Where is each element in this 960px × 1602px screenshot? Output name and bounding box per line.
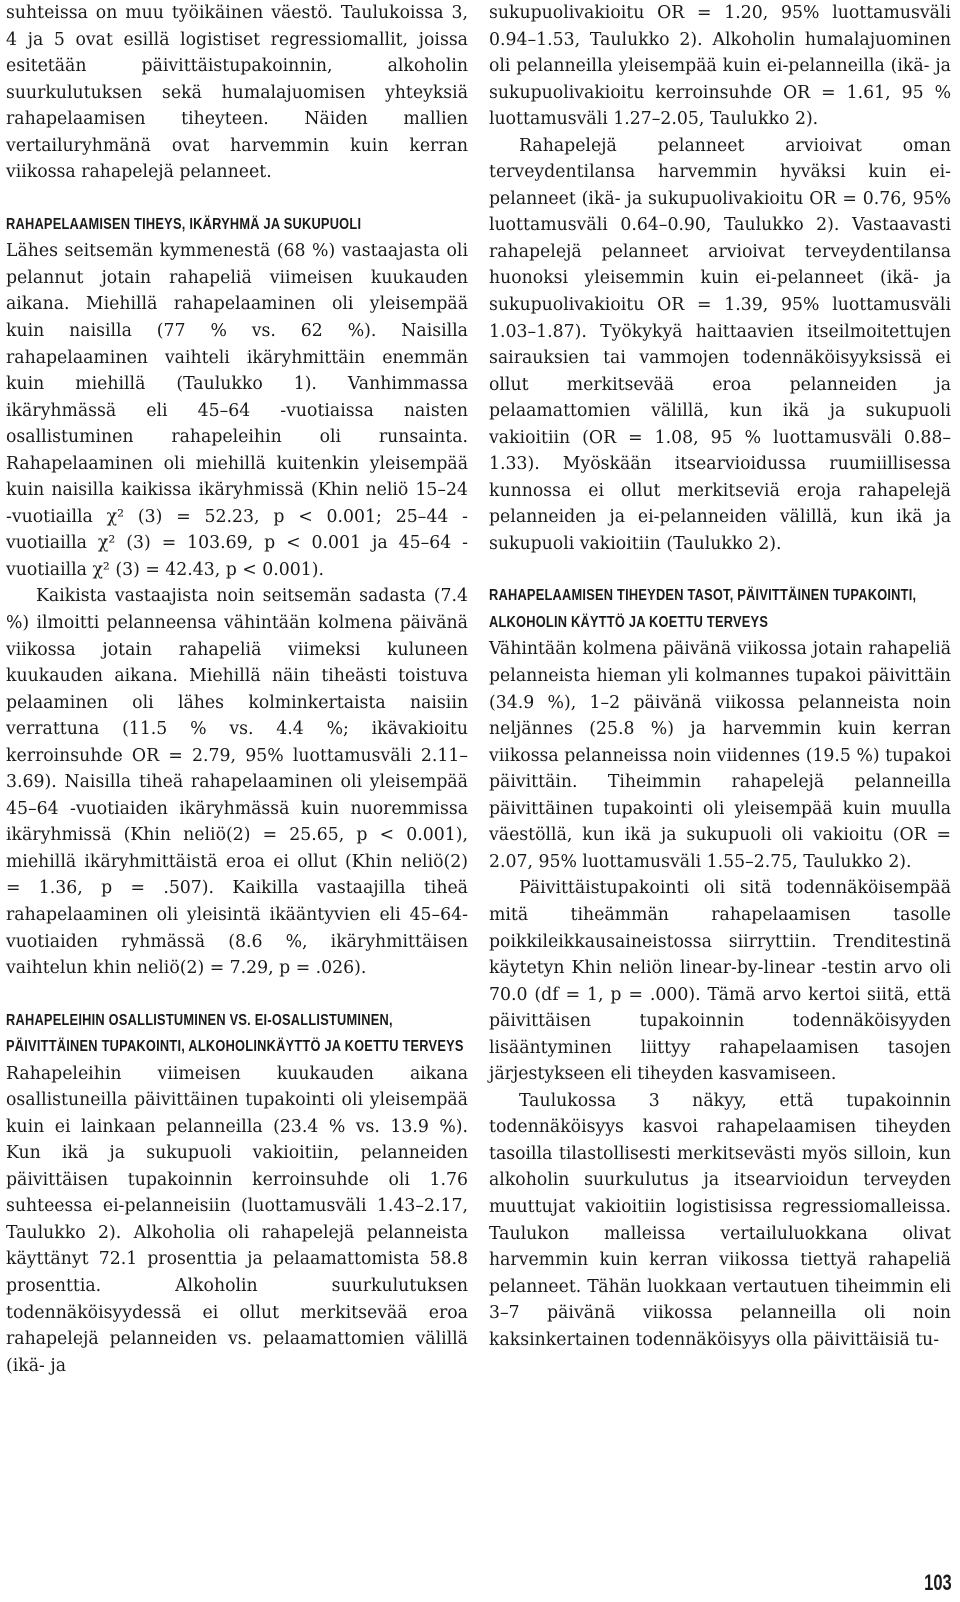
body-paragraph: Lähes seitsemän kymmenestä (68 %) vastaajasta oli pelannut jotain rahapeliä viimeisen kuukauden aikana. Miehillä rahapelaaminen oli yleisempää kuin naisilla (77 % vs. 62 %). Naisilla rahapelaaminen vaihteli ikäryhmittäin enemmän kuin miehillä (Taulukko 1). Vanhimmassa ikäryhmässä eli 45–64 -vuotiaissa naisten osallistuminen rahapeleihin oli runsainta. Rahapelaaminen oli miehillä kuitenkin yleisempää kuin naisilla kaikissa ikäryhmissä (Khin neliö 15–24 -vuotiailla χ² (3) = 52.23, p < 0.001; 25–44 -vuotiailla χ² (3) = 103.69, p < 0.001 ja 45–64 -vuotiailla χ² (3) = 42.43, p < 0.001).: [6, 241, 468, 580]
section-heading: RAHAPELAAMISEN TIHEYDEN TASOT, PÄIVITTÄINEN TUPAKOINTI, ALKOHOLIN KÄYTTÖ JA KOETTU TERVEYS: [489, 587, 917, 631]
section-heading: RAHAPELEIHIN OSALLISTUMINEN VS. EI-OSALLISTUMINEN, PÄIVITTÄINEN TUPAKOINTI, ALKOHOLINKÄYTTÖ JA KOETTU TERVEYS: [6, 1011, 464, 1056]
body-paragraph: suhteissa on muu työikäinen väestö. Taulukoissa 3, 4 ja 5 ovat esillä logistiset regressiomallit, joissa esitetään päivittäistupakoinnin, alkoholin suurkulutuksen sekä humalajuomisen yhteyksiä rahapelaamisen tiheyteen. Näiden mallien vertailuryhmänä ovat harvemmin kuin kerran viikossa rahapelejä pelanneet.: [6, 3, 468, 183]
body-paragraph: Rahapeleihin viimeisen kuukauden aikana osallistuneilla päivittäinen tupakointi oli yleisempää kuin ei lainkaan pelanneilla (23.4 % vs. 13.9 %). Kun ikä ja sukupuoli vakioitiin, pelanneiden päivittäisen tupakoinnin kerroinsuhde oli 1.76 suhteessa ei-pelanneisiin (luottamusväli 1.43–2.17, Taulukko 2). Alkoholia oli rahapelejä pelanneista käyttänyt 72.1 prosenttia ja pelaamattomista 58.8 prosenttia. Alkoholin suurkulutuksen todennäköisyydessä ei ollut merkitsevää eroa rahapelejä pelanneiden vs. pelaamattomien välillä (ikä- ja: [6, 1063, 468, 1376]
body-paragraph: Kaikista vastaajista noin seitsemän sadasta (7.4 %) ilmoitti pelanneensa vähintään kolmena päivänä viikossa jotain rahapeliä viimeksi kuluneen kuukauden aikana. Miehillä näin tiheästi toistuva pelaaminen oli lähes kolminkertaista naisiin verrattuna (11.5 % vs. 4.4 %; ikävakioitu kerroinsuhde OR = 2.79, 95% luottamusväli 2.11–3.69). Naisilla tiheä rahapelaaminen oli yleisempää 45–64 -vuotiaiden ikäryhmässä kuin nuoremmissa ikäryhmissä (Khin neliö(2) = 25.65, p < 0.001), miehillä ikäryhmittäistä eroa ei ollut (Khin neliö(2) = 1.36, p = .507). Kaikilla vastaajilla tiheä rahapelaaminen oli yleisintä ikääntyvien eli 45–64-vuotiaiden ryhmässä (8.6 %, ikäryhmittäisen vaihtelun khin neliö(2) = 7.29, p = .026).: [6, 586, 468, 979]
body-paragraph: Taulukossa 3 näkyy, että tupakoinnin todennäköisyys kasvoi rahapelaamisen tiheyden tasoilla tilastollisesti merkitsevästi myös silloin, kun alkoholin suurkulutus ja itsearvioidun terveyden muuttujat vakioitiin logistisissa regressiomalleissa. Taulukon malleissa vertailuluokkana olivat harvemmin kuin kerran viikossa tiettyä rahapeliä pelanneet. Tähän luokkaan vertautuen tiheimmin eli 3–7 päivänä viikossa pelanneilla oli noin kaksinkertainen todennäköisyys olla päivittäisiä tu-: [489, 1090, 951, 1350]
left-column: [6, 0, 468, 1379]
section-heading: RAHAPELAAMISEN TIHEYS, IKÄRYHMÄ JA SUKUPUOLI: [6, 215, 362, 233]
right-column: [489, 0, 951, 1353]
page-number: 103: [924, 1570, 952, 1595]
body-paragraph: Vähintään kolmena päivänä viikossa jotain rahapeliä pelanneista hieman yli kolmannes tupakoi päivittäin (34.9 %), 1–2 päivänä viikossa pelanneista noin neljännes (25.8 %) ja harvemmin kuin kerran viikossa pelanneissa noin viidennes (19.5 %) tupakoi päivittäin. Tiheimmin rahapelejä pelanneilla päivittäinen tupakointi oli yleisempää kuin muulla väestöllä, kun ikä ja sukupuoli oli vakioitu (OR = 2.07, 95% luottamusväli 1.55–2.75, Taulukko 2).: [489, 639, 951, 872]
body-paragraph: Rahapelejä pelanneet arvioivat oman terveydentilansa harvemmin hyväksi kuin ei-pelanneet (ikä- ja sukupuolivakioitu OR = 0.76, 95% luottamusväli 0.64–0.90, Taulukko 2). Vastaavasti rahapelejä pelanneet arvioivat terveydentilansa huonoksi yleisemmin kuin ei-pelanneet (ikä- ja sukupuolivakioitu OR = 1.39, 95% luottamusväli 1.03–1.87). Työkykyä haittaavien itseilmoitettujen sairauksien tai vammojen todennäköisyyksissä ei ollut merkitsevää eroa pelanneiden ja pelaamattomien välillä, kun ikä ja sukupuoli vakioitiin (OR = 1.08, 95 % luottamusväli 0.88–1.33). Myöskään itsearvioidussa ruumiillisessa kunnossa ei ollut merkitseviä eroja rahapelejä pelanneiden ja ei-pelanneiden välillä, kun ikä ja sukupuoli vakioitiin (Taulukko 2).: [489, 135, 951, 554]
body-paragraph: sukupuolivakioitu OR = 1.20, 95% luottamusväli 0.94–1.53, Taulukko 2). Alkoholin humalajuominen oli pelanneilla yleisempää kuin ei-pelanneilla (ikä- ja sukupuolivakioitu kerroinsuhde OR = 1.61, 95 % luottamusväli 1.27–2.05, Taulukko 2).: [489, 3, 951, 130]
body-paragraph: Päivittäistupakointi oli sitä todennäköisempää mitä tiheämmän rahapelaamisen tasolle poikkileikkausaineistossa siirryttiin. Trenditestinä käytetyn Khin neliön linear-by-linear -testin arvo oli 70.0 (df = 1, p = .000). Tämä arvo kertoi siitä, että päivittäisen tupakoinnin todennäköisyyden lisääntyminen liittyy rahapelaamisen tasojen järjestykseen eli tiheyden kasvamiseen.: [489, 878, 951, 1085]
